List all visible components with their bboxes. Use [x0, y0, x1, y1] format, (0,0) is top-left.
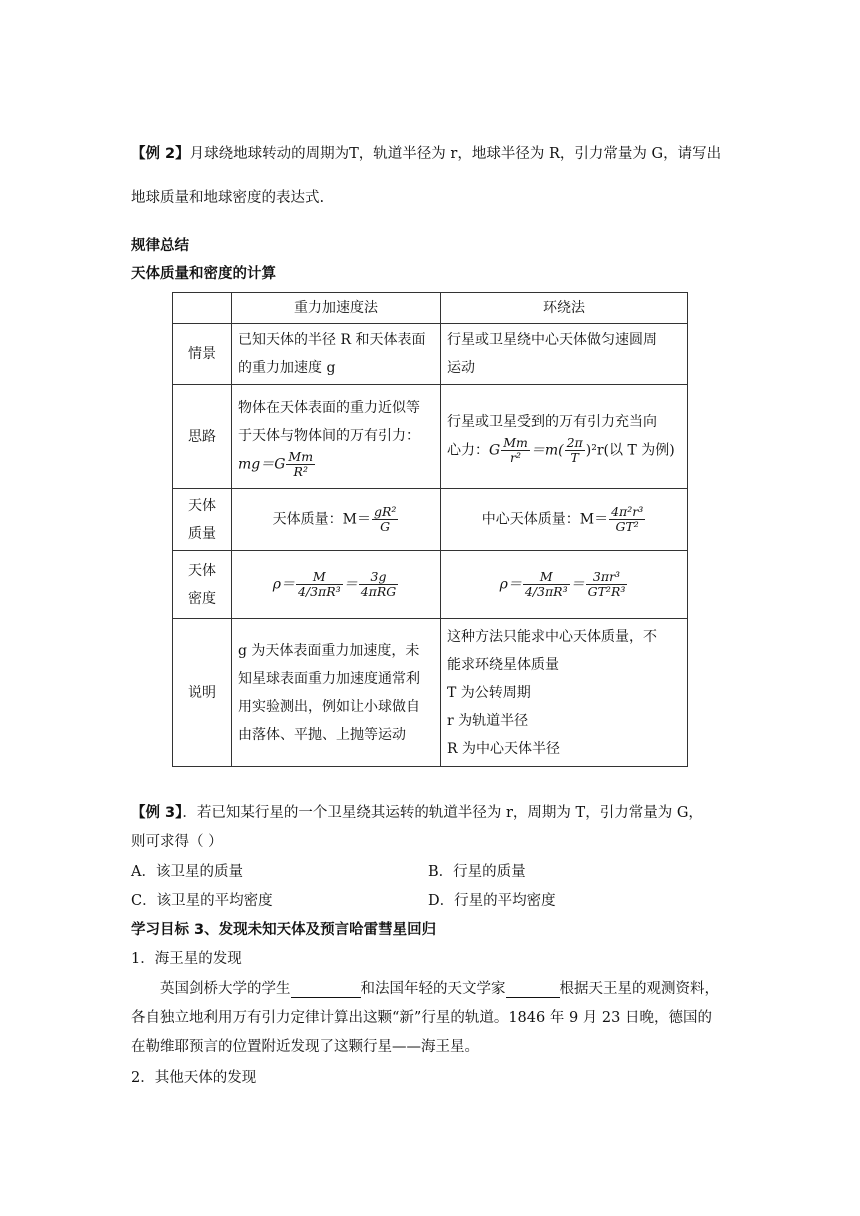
fraction-numerator: 4π²r³ [611, 504, 644, 519]
fraction-numerator: Mm [288, 449, 314, 464]
approach-orbit-line: 行星或卫星受到的万有引力充当向 [447, 414, 657, 430]
mass-orbit-cell [441, 489, 688, 551]
option-d[interactable]: D．行星的平均密度 [428, 893, 556, 909]
fraction-numerator: 3πr³ [586, 570, 628, 585]
notes-gravity-line: 用实验测出，例如让小球做自 [238, 698, 420, 715]
fraction-denominator: 4πRG [360, 584, 397, 599]
row-label-scenario: 情景 [173, 324, 232, 385]
mass-orbit-text: 中心天体质量：M＝ [481, 511, 609, 528]
example2-line1 [131, 142, 721, 163]
density-orbit-cell: ρ＝ $\frac{M}{\text{4/3πR³}}$ ＝ $\frac{\text{3πr³}}{\text{GT²R³}}$ [441, 551, 688, 619]
formula-fraction [286, 450, 315, 479]
goal3-para-line3: 在勒维耶预言的位置附近发现了这颗行星——海王星。 [131, 1039, 479, 1055]
row-label-approach: 思路 [173, 385, 232, 489]
notes-orbit-line: R 为中心天体半径 [447, 740, 560, 757]
formula-g: G [489, 442, 501, 459]
row-label-line: 质量 [188, 525, 216, 542]
fraction-numerator: Mm [503, 435, 528, 450]
formula-fraction [565, 436, 585, 465]
option-a[interactable]: A．该卫星的质量 [131, 864, 243, 880]
blank-astronomer[interactable] [506, 981, 560, 998]
fraction-numerator: M [296, 570, 343, 585]
goal3-para-line1 [160, 977, 719, 998]
fraction-denominator: GT² [615, 519, 639, 534]
example2-line2: 地球质量和地球密度的表达式. [131, 190, 325, 206]
example2-text1: 月球绕地球转动的周期为T，轨道半径为 r，地球半径为 R，引力常量为 G，请写出 [189, 146, 722, 162]
mass-gravity-text: 天体质量：M＝ [272, 511, 371, 528]
approach-gravity-line: 于天体与物体间的万有引力： [238, 428, 420, 444]
example3-line1 [131, 801, 703, 822]
notes-orbit-line: r 为轨道半径 [447, 712, 529, 729]
fraction-denominator: 4/3πR³ [524, 584, 568, 599]
row-label-notes: 说明 [173, 619, 232, 767]
fraction-denominator: GT²R³ [587, 584, 626, 599]
notes-gravity-cell [232, 619, 441, 767]
goal3-item1: 1．海王星的发现 [131, 951, 242, 967]
formula-fraction [501, 436, 530, 465]
example3-line2: 则可求得（ ） [131, 834, 223, 850]
goal3-para-line2: 各自独立地利用万有引力定律计算出这颗“新”行星的轨道。1846 年 9 月 23 日晚，德国的 [131, 1010, 712, 1026]
formula-fraction [523, 570, 570, 599]
formula-eq: ＝m( [530, 442, 564, 459]
row-label-mass [173, 489, 232, 551]
approach-orbit-line: 心力： [447, 442, 489, 459]
notes-orbit-line: T 为公转周期 [447, 684, 531, 701]
approach-orbit-formula-line [447, 436, 681, 465]
approach-gravity-line: 物体在天体表面的重力近似等 [238, 400, 420, 416]
formula-fraction [296, 570, 343, 599]
header-gravity-method: 重力加速度法 [232, 293, 441, 324]
header-empty-cell [173, 293, 232, 324]
fraction-denominator: R² [293, 464, 308, 479]
table-row-scenario [173, 324, 688, 385]
header-orbit-method: 环绕法 [441, 293, 688, 324]
density-rho: ρ＝ [499, 576, 522, 593]
table-row-mass [173, 489, 688, 551]
summary-table [172, 292, 688, 767]
example3-tag: 【例 3】 [131, 805, 183, 821]
example3-text1: ．若已知某行星的一个卫星绕其运转的轨道半径为 r，周期为 T，引力常量为 G， [182, 805, 703, 821]
fraction-denominator: G [380, 519, 391, 534]
density-rho: ρ＝ [272, 576, 295, 593]
fraction-denominator: r² [510, 450, 522, 465]
scenario-gravity-line: 的重力加速度 g [238, 360, 336, 376]
scenario-orbit-cell [441, 324, 688, 385]
formula-lhs: mg＝G [238, 456, 286, 473]
goal3-item2: 2．其他天体的发现 [131, 1070, 257, 1086]
summary-heading: 规律总结 [131, 238, 189, 254]
fraction-numerator: 2π [566, 435, 583, 450]
notes-gravity-line: 由落体、平抛、上抛等运动 [238, 726, 406, 743]
fraction-numerator: gR² [373, 504, 397, 519]
fraction-denominator: 4/3πR³ [297, 584, 341, 599]
mass-gravity-cell [232, 489, 441, 551]
table-row-density [173, 551, 688, 619]
scenario-gravity-cell [232, 324, 441, 385]
approach-gravity-formula [238, 450, 434, 479]
blank-student[interactable] [291, 981, 361, 998]
approach-orbit-cell [441, 385, 688, 489]
formula-fraction [372, 505, 398, 534]
scenario-gravity-line: 已知天体的半径 R 和天体表面 [238, 332, 426, 348]
formula-fraction [609, 505, 645, 534]
summary-subheading: 天体质量和密度的计算 [131, 266, 276, 282]
row-label-density [173, 551, 232, 619]
option-c[interactable]: C．该卫星的平均密度 [131, 893, 273, 909]
table-row-notes [173, 619, 688, 767]
table-row-approach [173, 385, 688, 489]
scenario-orbit-line: 运动 [447, 360, 475, 376]
row-label-line: 天体 [188, 562, 216, 579]
formula-fraction [586, 570, 628, 599]
scenario-orbit-line: 行星或卫星绕中心天体做匀速圆周 [447, 332, 657, 348]
fraction-numerator: M [523, 570, 570, 585]
formula-tail: )²r(以 T 为例) [585, 442, 675, 459]
notes-gravity-line: g 为天体表面重力加速度，未 [238, 642, 420, 659]
formula-fraction [359, 570, 399, 599]
table-header-row [173, 293, 688, 324]
notes-gravity-line: 知星球表面重力加速度通常利 [238, 670, 420, 687]
notes-orbit-cell [441, 619, 688, 767]
para-text-b: 和法国年轻的天文学家 [360, 981, 506, 997]
notes-orbit-line: 能求环绕星体质量 [447, 656, 559, 673]
approach-gravity-cell [232, 385, 441, 489]
row-label-line: 密度 [188, 590, 216, 607]
example2-tag: 【例 2】 [131, 146, 190, 162]
row-label-line: 天体 [188, 497, 216, 514]
option-b[interactable]: B．行星的质量 [428, 864, 526, 880]
notes-orbit-line: 这种方法只能求中心天体质量，不 [447, 628, 657, 645]
density-gravity-cell: ρ＝ $\frac{M}{\text{4/3πR³}}$ ＝ $\frac{3g}{\text{4πRG}}$ [232, 551, 441, 619]
fraction-numerator: 3g [359, 570, 399, 585]
para-text-a: 英国剑桥大学的学生 [160, 981, 291, 997]
para-text-c: 根据天王星的观测资料， [559, 981, 719, 997]
goal3-heading: 学习目标 3、发现未知天体及预言哈雷彗星回归 [131, 922, 437, 938]
fraction-denominator: T [570, 450, 579, 465]
